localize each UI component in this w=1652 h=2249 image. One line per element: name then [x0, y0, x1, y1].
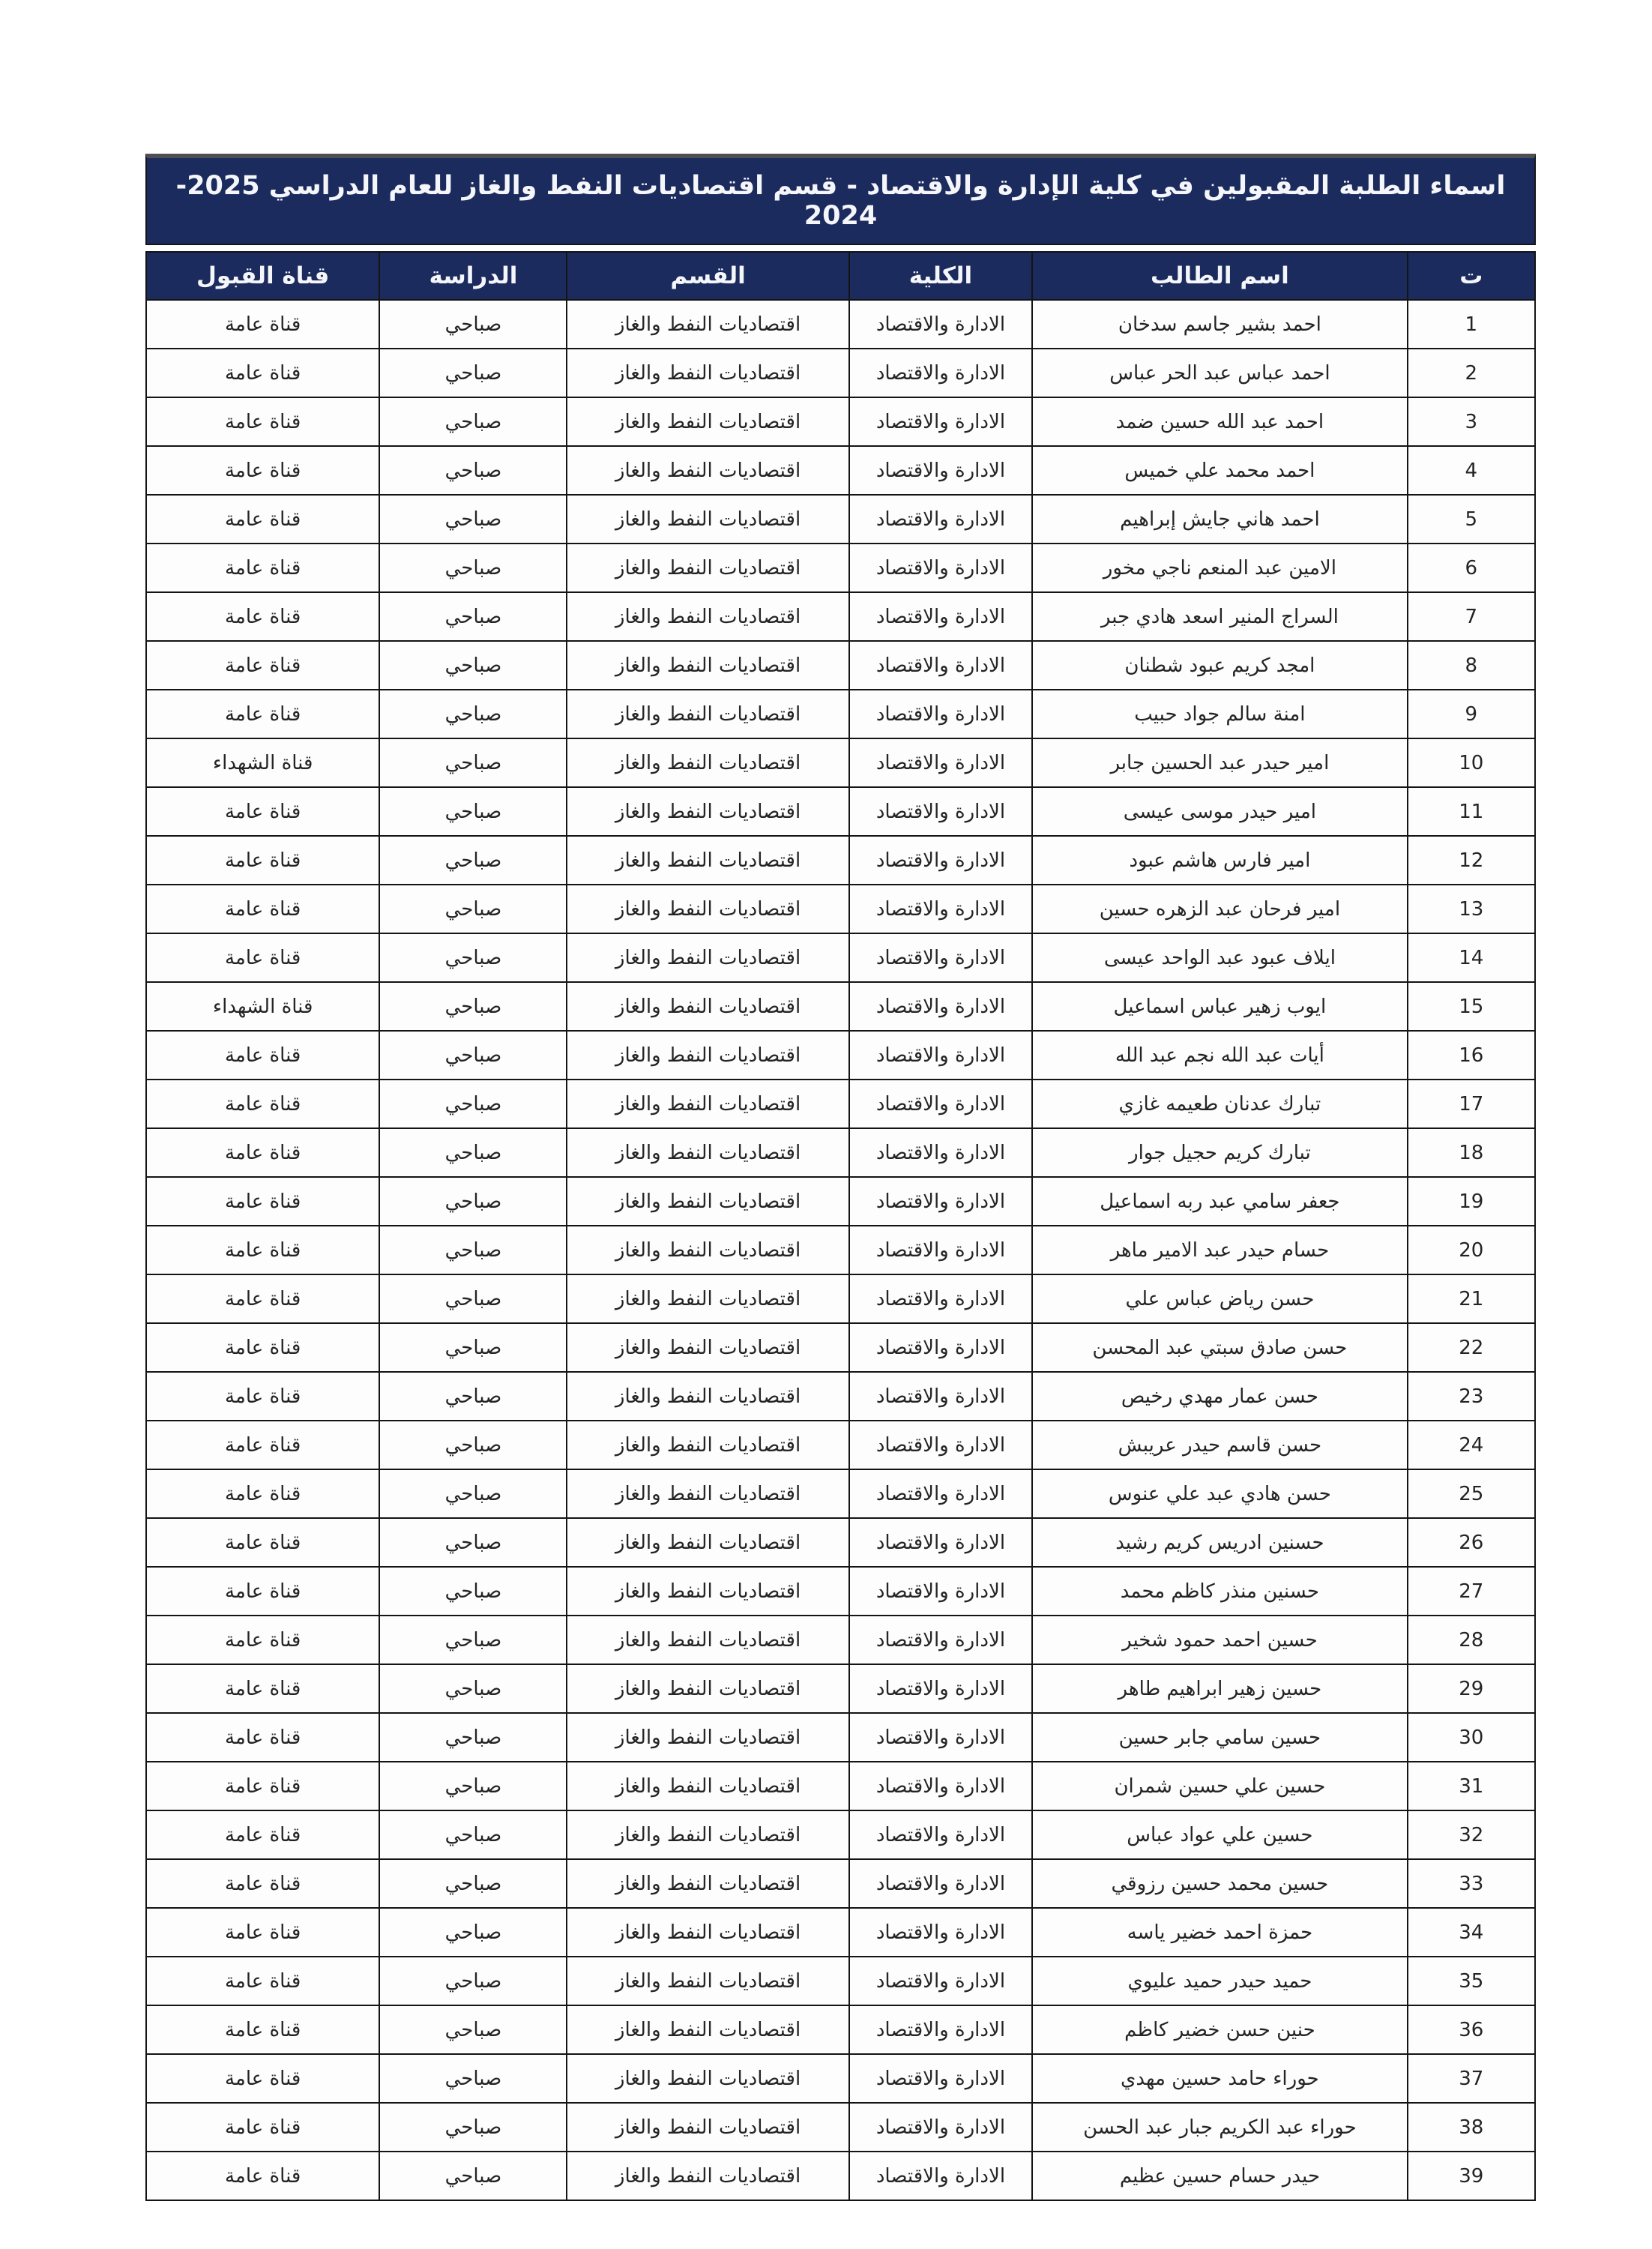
cell-admission-channel: قناة عامة	[146, 933, 379, 982]
cell-college: الادارة والاقتصاد	[849, 738, 1033, 787]
table-row	[146, 1518, 1535, 1567]
table-row	[146, 1567, 1535, 1616]
cell-student-name: احمد محمد علي خميس	[1032, 446, 1407, 495]
header-cell-name: اسم الطالب	[1032, 252, 1407, 300]
cell-admission-channel: قناة عامة	[146, 787, 379, 836]
cell-admission-channel: قناة عامة	[146, 1518, 379, 1567]
cell-department: اقتصاديات النفط والغاز	[567, 397, 848, 446]
cell-admission-channel: قناة عامة	[146, 1226, 379, 1274]
cell-study-type: صباحي	[379, 1957, 567, 2005]
cell-college: الادارة والاقتصاد	[849, 495, 1033, 544]
cell-admission-channel: قناة عامة	[146, 1274, 379, 1323]
cell-student-name: حسين سامي جابر حسين	[1032, 1713, 1407, 1762]
cell-student-name: احمد عباس عبد الحر عباس	[1032, 349, 1407, 397]
cell-college: الادارة والاقتصاد	[849, 446, 1033, 495]
table-row	[146, 1177, 1535, 1226]
cell-department: اقتصاديات النفط والغاز	[567, 1664, 848, 1713]
cell-college: الادارة والاقتصاد	[849, 2103, 1033, 2152]
cell-student-name: حسن هادي عبد علي عنوس	[1032, 1469, 1407, 1518]
cell-student-name: امجد كريم عبود شطنان	[1032, 641, 1407, 690]
table-row	[146, 349, 1535, 397]
cell-admission-channel: قناة عامة	[146, 1177, 379, 1226]
cell-admission-channel: قناة عامة	[146, 446, 379, 495]
cell-admission-channel: قناة عامة	[146, 2054, 379, 2103]
cell-row-number: 19	[1408, 1177, 1535, 1226]
cell-study-type: صباحي	[379, 641, 567, 690]
table-row	[146, 1664, 1535, 1713]
table-row	[146, 1226, 1535, 1274]
cell-student-name: تبارك كريم حجيل جوار	[1032, 1128, 1407, 1177]
cell-study-type: صباحي	[379, 397, 567, 446]
cell-student-name: حسين زهير ابراهيم طاهر	[1032, 1664, 1407, 1713]
cell-college: الادارة والاقتصاد	[849, 1372, 1033, 1421]
cell-student-name: حسن صادق سبتي عبد المحسن	[1032, 1323, 1407, 1372]
cell-department: اقتصاديات النفط والغاز	[567, 2152, 848, 2200]
cell-student-name: السراج المنير اسعد هادي جبر	[1032, 592, 1407, 641]
cell-student-name: حسين علي عواد عباس	[1032, 1810, 1407, 1859]
cell-department: اقتصاديات النفط والغاز	[567, 1323, 848, 1372]
cell-college: الادارة والاقتصاد	[849, 397, 1033, 446]
cell-college: الادارة والاقتصاد	[849, 1128, 1033, 1177]
table-row	[146, 2152, 1535, 2200]
cell-study-type: صباحي	[379, 446, 567, 495]
cell-department: اقتصاديات النفط والغاز	[567, 1859, 848, 1908]
cell-department: اقتصاديات النفط والغاز	[567, 836, 848, 885]
cell-department: اقتصاديات النفط والغاز	[567, 1177, 848, 1226]
cell-admission-channel: قناة الشهداء	[146, 738, 379, 787]
cell-study-type: صباحي	[379, 1908, 567, 1957]
cell-department: اقتصاديات النفط والغاز	[567, 1226, 848, 1274]
cell-college: الادارة والاقتصاد	[849, 690, 1033, 738]
table-row	[146, 446, 1535, 495]
cell-row-number: 11	[1408, 787, 1535, 836]
cell-row-number: 22	[1408, 1323, 1535, 1372]
table-row	[146, 544, 1535, 592]
cell-row-number: 16	[1408, 1031, 1535, 1080]
cell-department: اقتصاديات النفط والغاز	[567, 933, 848, 982]
cell-college: الادارة والاقتصاد	[849, 1616, 1033, 1664]
cell-study-type: صباحي	[379, 2103, 567, 2152]
cell-study-type: صباحي	[379, 300, 567, 349]
cell-college: الادارة والاقتصاد	[849, 787, 1033, 836]
table-row	[146, 787, 1535, 836]
cell-row-number: 35	[1408, 1957, 1535, 2005]
header-cell-college: الكلية	[849, 252, 1033, 300]
table-row	[146, 592, 1535, 641]
cell-department: اقتصاديات النفط والغاز	[567, 1616, 848, 1664]
cell-row-number: 14	[1408, 933, 1535, 982]
cell-row-number: 18	[1408, 1128, 1535, 1177]
cell-admission-channel: قناة عامة	[146, 397, 379, 446]
cell-department: اقتصاديات النفط والغاز	[567, 1128, 848, 1177]
title-table-gap	[145, 245, 1536, 251]
cell-study-type: صباحي	[379, 1128, 567, 1177]
cell-department: اقتصاديات النفط والغاز	[567, 1031, 848, 1080]
cell-study-type: صباحي	[379, 544, 567, 592]
cell-college: الادارة والاقتصاد	[849, 1274, 1033, 1323]
cell-department: اقتصاديات النفط والغاز	[567, 300, 848, 349]
cell-college: الادارة والاقتصاد	[849, 1859, 1033, 1908]
cell-admission-channel: قناة عامة	[146, 1859, 379, 1908]
cell-department: اقتصاديات النفط والغاز	[567, 349, 848, 397]
cell-department: اقتصاديات النفط والغاز	[567, 1080, 848, 1128]
cell-college: الادارة والاقتصاد	[849, 592, 1033, 641]
cell-row-number: 21	[1408, 1274, 1535, 1323]
cell-college: الادارة والاقتصاد	[849, 982, 1033, 1031]
cell-row-number: 15	[1408, 982, 1535, 1031]
cell-admission-channel: قناة عامة	[146, 836, 379, 885]
cell-admission-channel: قناة عامة	[146, 1567, 379, 1616]
cell-department: اقتصاديات النفط والغاز	[567, 641, 848, 690]
cell-study-type: صباحي	[379, 1031, 567, 1080]
cell-row-number: 32	[1408, 1810, 1535, 1859]
cell-student-name: أيات عبد الله نجم عبد الله	[1032, 1031, 1407, 1080]
table-row	[146, 836, 1535, 885]
cell-student-name: حسام حيدر عبد الامير ماهر	[1032, 1226, 1407, 1274]
cell-college: الادارة والاقتصاد	[849, 933, 1033, 982]
cell-student-name: حميد حيدر حميد عليوي	[1032, 1957, 1407, 2005]
cell-admission-channel: قناة عامة	[146, 1957, 379, 2005]
cell-row-number: 8	[1408, 641, 1535, 690]
cell-admission-channel: قناة عامة	[146, 1908, 379, 1957]
cell-row-number: 3	[1408, 397, 1535, 446]
cell-row-number: 23	[1408, 1372, 1535, 1421]
cell-study-type: صباحي	[379, 982, 567, 1031]
cell-admission-channel: قناة عامة	[146, 2103, 379, 2152]
cell-study-type: صباحي	[379, 738, 567, 787]
cell-student-name: امير حيدر موسى عيسى	[1032, 787, 1407, 836]
table-row	[146, 641, 1535, 690]
table-row	[146, 1128, 1535, 1177]
cell-student-name: الامين عبد المنعم ناجي مخور	[1032, 544, 1407, 592]
cell-admission-channel: قناة عامة	[146, 1421, 379, 1469]
cell-study-type: صباحي	[379, 2152, 567, 2200]
table-row	[146, 933, 1535, 982]
cell-admission-channel: قناة عامة	[146, 2005, 379, 2054]
students-table	[145, 251, 1536, 2201]
cell-admission-channel: قناة عامة	[146, 1762, 379, 1810]
cell-student-name: حسن عمار مهدي رخيص	[1032, 1372, 1407, 1421]
cell-study-type: صباحي	[379, 787, 567, 836]
cell-admission-channel: قناة عامة	[146, 1128, 379, 1177]
cell-admission-channel: قناة عامة	[146, 1810, 379, 1859]
cell-department: اقتصاديات النفط والغاز	[567, 1518, 848, 1567]
cell-college: الادارة والاقتصاد	[849, 2054, 1033, 2103]
cell-college: الادارة والاقتصاد	[849, 1421, 1033, 1469]
table-row	[146, 1031, 1535, 1080]
table-row	[146, 1616, 1535, 1664]
cell-admission-channel: قناة الشهداء	[146, 982, 379, 1031]
cell-department: اقتصاديات النفط والغاز	[567, 1762, 848, 1810]
cell-college: الادارة والاقتصاد	[849, 1080, 1033, 1128]
header-cell-no: ت	[1408, 252, 1535, 300]
table-row	[146, 1713, 1535, 1762]
cell-row-number: 31	[1408, 1762, 1535, 1810]
cell-study-type: صباحي	[379, 1177, 567, 1226]
table-row	[146, 2103, 1535, 2152]
cell-row-number: 37	[1408, 2054, 1535, 2103]
cell-row-number: 10	[1408, 738, 1535, 787]
cell-department: اقتصاديات النفط والغاز	[567, 787, 848, 836]
cell-department: اقتصاديات النفط والغاز	[567, 544, 848, 592]
cell-student-name: حسن قاسم حيدر عريبش	[1032, 1421, 1407, 1469]
cell-student-name: حسين احمد حمود شخير	[1032, 1616, 1407, 1664]
cell-department: اقتصاديات النفط والغاز	[567, 885, 848, 933]
cell-college: الادارة والاقتصاد	[849, 1713, 1033, 1762]
cell-college: الادارة والاقتصاد	[849, 1957, 1033, 2005]
cell-department: اقتصاديات النفط والغاز	[567, 1810, 848, 1859]
cell-department: اقتصاديات النفط والغاز	[567, 1274, 848, 1323]
cell-row-number: 38	[1408, 2103, 1535, 2152]
cell-study-type: صباحي	[379, 1469, 567, 1518]
cell-college: الادارة والاقتصاد	[849, 1908, 1033, 1957]
cell-study-type: صباحي	[379, 836, 567, 885]
cell-row-number: 29	[1408, 1664, 1535, 1713]
cell-study-type: صباحي	[379, 1616, 567, 1664]
cell-row-number: 5	[1408, 495, 1535, 544]
cell-department: اقتصاديات النفط والغاز	[567, 1421, 848, 1469]
cell-student-name: امير فرحان عبد الزهره حسين	[1032, 885, 1407, 933]
cell-college: الادارة والاقتصاد	[849, 1810, 1033, 1859]
cell-student-name: حسنين ادريس كريم رشيد	[1032, 1518, 1407, 1567]
cell-admission-channel: قناة عامة	[146, 495, 379, 544]
cell-study-type: صباحي	[379, 2054, 567, 2103]
table-row	[146, 690, 1535, 738]
table-row	[146, 495, 1535, 544]
table-row	[146, 1421, 1535, 1469]
header-cell-study: الدراسة	[379, 252, 567, 300]
cell-study-type: صباحي	[379, 1080, 567, 1128]
document-sheet	[145, 154, 1536, 2201]
cell-row-number: 20	[1408, 1226, 1535, 1274]
cell-student-name: امير فارس هاشم عبود	[1032, 836, 1407, 885]
cell-row-number: 6	[1408, 544, 1535, 592]
cell-study-type: صباحي	[379, 1713, 567, 1762]
cell-study-type: صباحي	[379, 1859, 567, 1908]
cell-row-number: 27	[1408, 1567, 1535, 1616]
cell-college: الادارة والاقتصاد	[849, 1177, 1033, 1226]
table-row	[146, 1080, 1535, 1128]
cell-row-number: 25	[1408, 1469, 1535, 1518]
table-row	[146, 1372, 1535, 1421]
header-row	[146, 252, 1535, 300]
cell-student-name: احمد عبد الله حسين ضمد	[1032, 397, 1407, 446]
cell-study-type: صباحي	[379, 690, 567, 738]
table-row	[146, 1762, 1535, 1810]
cell-row-number: 13	[1408, 885, 1535, 933]
cell-row-number: 12	[1408, 836, 1535, 885]
cell-department: اقتصاديات النفط والغاز	[567, 1567, 848, 1616]
cell-admission-channel: قناة عامة	[146, 1031, 379, 1080]
cell-student-name: احمد بشير جاسم سدخان	[1032, 300, 1407, 349]
cell-row-number: 9	[1408, 690, 1535, 738]
cell-admission-channel: قناة عامة	[146, 544, 379, 592]
cell-row-number: 36	[1408, 2005, 1535, 2054]
cell-admission-channel: قناة عامة	[146, 300, 379, 349]
student-table-body	[146, 300, 1535, 2200]
cell-study-type: صباحي	[379, 1664, 567, 1713]
cell-student-name: حوراء حامد حسين مهدي	[1032, 2054, 1407, 2103]
cell-student-name: حمزة احمد خضير ياسه	[1032, 1908, 1407, 1957]
cell-student-name: حسن رياض عباس علي	[1032, 1274, 1407, 1323]
cell-study-type: صباحي	[379, 1810, 567, 1859]
table-row	[146, 982, 1535, 1031]
cell-department: اقتصاديات النفط والغاز	[567, 1908, 848, 1957]
cell-admission-channel: قناة عامة	[146, 1616, 379, 1664]
cell-student-name: جعفر سامي عبد ربه اسماعيل	[1032, 1177, 1407, 1226]
cell-student-name: احمد هاني جايش إبراهيم	[1032, 495, 1407, 544]
cell-college: الادارة والاقتصاد	[849, 544, 1033, 592]
table-row	[146, 1274, 1535, 1323]
table-row	[146, 885, 1535, 933]
table-row	[146, 1957, 1535, 2005]
cell-row-number: 4	[1408, 446, 1535, 495]
cell-college: الادارة والاقتصاد	[849, 2005, 1033, 2054]
table-row	[146, 1469, 1535, 1518]
cell-study-type: صباحي	[379, 1421, 567, 1469]
cell-study-type: صباحي	[379, 1226, 567, 1274]
cell-college: الادارة والاقتصاد	[849, 300, 1033, 349]
cell-department: اقتصاديات النفط والغاز	[567, 446, 848, 495]
table-row	[146, 300, 1535, 349]
cell-student-name: امير حيدر عبد الحسين جابر	[1032, 738, 1407, 787]
cell-department: اقتصاديات النفط والغاز	[567, 1372, 848, 1421]
cell-study-type: صباحي	[379, 1274, 567, 1323]
table-row	[146, 2005, 1535, 2054]
cell-student-name: ايلاف عبود عبد الواحد عيسى	[1032, 933, 1407, 982]
cell-row-number: 39	[1408, 2152, 1535, 2200]
table-row	[146, 1323, 1535, 1372]
cell-college: الادارة والاقتصاد	[849, 1518, 1033, 1567]
cell-admission-channel: قناة عامة	[146, 1080, 379, 1128]
cell-department: اقتصاديات النفط والغاز	[567, 495, 848, 544]
cell-admission-channel: قناة عامة	[146, 641, 379, 690]
cell-row-number: 33	[1408, 1859, 1535, 1908]
cell-department: اقتصاديات النفط والغاز	[567, 690, 848, 738]
cell-admission-channel: قناة عامة	[146, 349, 379, 397]
cell-college: الادارة والاقتصاد	[849, 1226, 1033, 1274]
cell-admission-channel: قناة عامة	[146, 1713, 379, 1762]
cell-department: اقتصاديات النفط والغاز	[567, 1713, 848, 1762]
cell-study-type: صباحي	[379, 2005, 567, 2054]
cell-study-type: صباحي	[379, 885, 567, 933]
cell-department: اقتصاديات النفط والغاز	[567, 592, 848, 641]
cell-admission-channel: قناة عامة	[146, 690, 379, 738]
cell-study-type: صباحي	[379, 1567, 567, 1616]
cell-row-number: 1	[1408, 300, 1535, 349]
cell-department: اقتصاديات النفط والغاز	[567, 2054, 848, 2103]
cell-study-type: صباحي	[379, 933, 567, 982]
table-row	[146, 1810, 1535, 1859]
cell-study-type: صباحي	[379, 495, 567, 544]
document-title-text: اسماء الطلبة المقبولين في كلية الإدارة والاقتصاد - قسم اقتصاديات النفط والغاز للعام الدراسي 2025-2024	[175, 171, 1506, 231]
cell-department: اقتصاديات النفط والغاز	[567, 2005, 848, 2054]
cell-study-type: صباحي	[379, 1518, 567, 1567]
cell-student-name: تبارك عدنان طعيمه غازي	[1032, 1080, 1407, 1128]
cell-department: اقتصاديات النفط والغاز	[567, 1469, 848, 1518]
cell-study-type: صباحي	[379, 1372, 567, 1421]
cell-student-name: حيدر حسام حسين عظيم	[1032, 2152, 1407, 2200]
document-title	[145, 154, 1536, 245]
table-row	[146, 397, 1535, 446]
cell-student-name: حنين حسن خضير كاظم	[1032, 2005, 1407, 2054]
cell-college: الادارة والاقتصاد	[849, 1664, 1033, 1713]
cell-student-name: امنة سالم جواد حبيب	[1032, 690, 1407, 738]
cell-college: الادارة والاقتصاد	[849, 1323, 1033, 1372]
cell-row-number: 30	[1408, 1713, 1535, 1762]
cell-admission-channel: قناة عامة	[146, 2152, 379, 2200]
cell-department: اقتصاديات النفط والغاز	[567, 2103, 848, 2152]
cell-row-number: 17	[1408, 1080, 1535, 1128]
cell-department: اقتصاديات النفط والغاز	[567, 1957, 848, 2005]
cell-college: الادارة والاقتصاد	[849, 885, 1033, 933]
cell-student-name: حسنين منذر كاظم محمد	[1032, 1567, 1407, 1616]
table-row	[146, 2054, 1535, 2103]
cell-student-name: حسين علي حسين شمران	[1032, 1762, 1407, 1810]
cell-admission-channel: قناة عامة	[146, 1323, 379, 1372]
cell-admission-channel: قناة عامة	[146, 1664, 379, 1713]
table-row	[146, 738, 1535, 787]
cell-row-number: 24	[1408, 1421, 1535, 1469]
cell-college: الادارة والاقتصاد	[849, 349, 1033, 397]
cell-college: الادارة والاقتصاد	[849, 641, 1033, 690]
cell-row-number: 7	[1408, 592, 1535, 641]
cell-admission-channel: قناة عامة	[146, 1469, 379, 1518]
cell-college: الادارة والاقتصاد	[849, 836, 1033, 885]
cell-department: اقتصاديات النفط والغاز	[567, 982, 848, 1031]
cell-college: الادارة والاقتصاد	[849, 2152, 1033, 2200]
table-row	[146, 1908, 1535, 1957]
cell-study-type: صباحي	[379, 349, 567, 397]
cell-college: الادارة والاقتصاد	[849, 1762, 1033, 1810]
cell-admission-channel: قناة عامة	[146, 885, 379, 933]
cell-college: الادارة والاقتصاد	[849, 1031, 1033, 1080]
cell-department: اقتصاديات النفط والغاز	[567, 738, 848, 787]
cell-row-number: 26	[1408, 1518, 1535, 1567]
cell-row-number: 2	[1408, 349, 1535, 397]
cell-college: الادارة والاقتصاد	[849, 1469, 1033, 1518]
cell-student-name: ايوب زهير عباس اسماعيل	[1032, 982, 1407, 1031]
cell-study-type: صباحي	[379, 1323, 567, 1372]
cell-college: الادارة والاقتصاد	[849, 1567, 1033, 1616]
cell-row-number: 28	[1408, 1616, 1535, 1664]
cell-student-name: حسين محمد حسين رزوقي	[1032, 1859, 1407, 1908]
cell-row-number: 34	[1408, 1908, 1535, 1957]
cell-admission-channel: قناة عامة	[146, 592, 379, 641]
header-cell-department: القسم	[567, 252, 848, 300]
header-cell-channel: قناة القبول	[146, 252, 379, 300]
cell-student-name: حوراء عبد الكريم جبار عبد الحسن	[1032, 2103, 1407, 2152]
cell-admission-channel: قناة عامة	[146, 1372, 379, 1421]
table-row	[146, 1859, 1535, 1908]
cell-study-type: صباحي	[379, 592, 567, 641]
cell-study-type: صباحي	[379, 1762, 567, 1810]
